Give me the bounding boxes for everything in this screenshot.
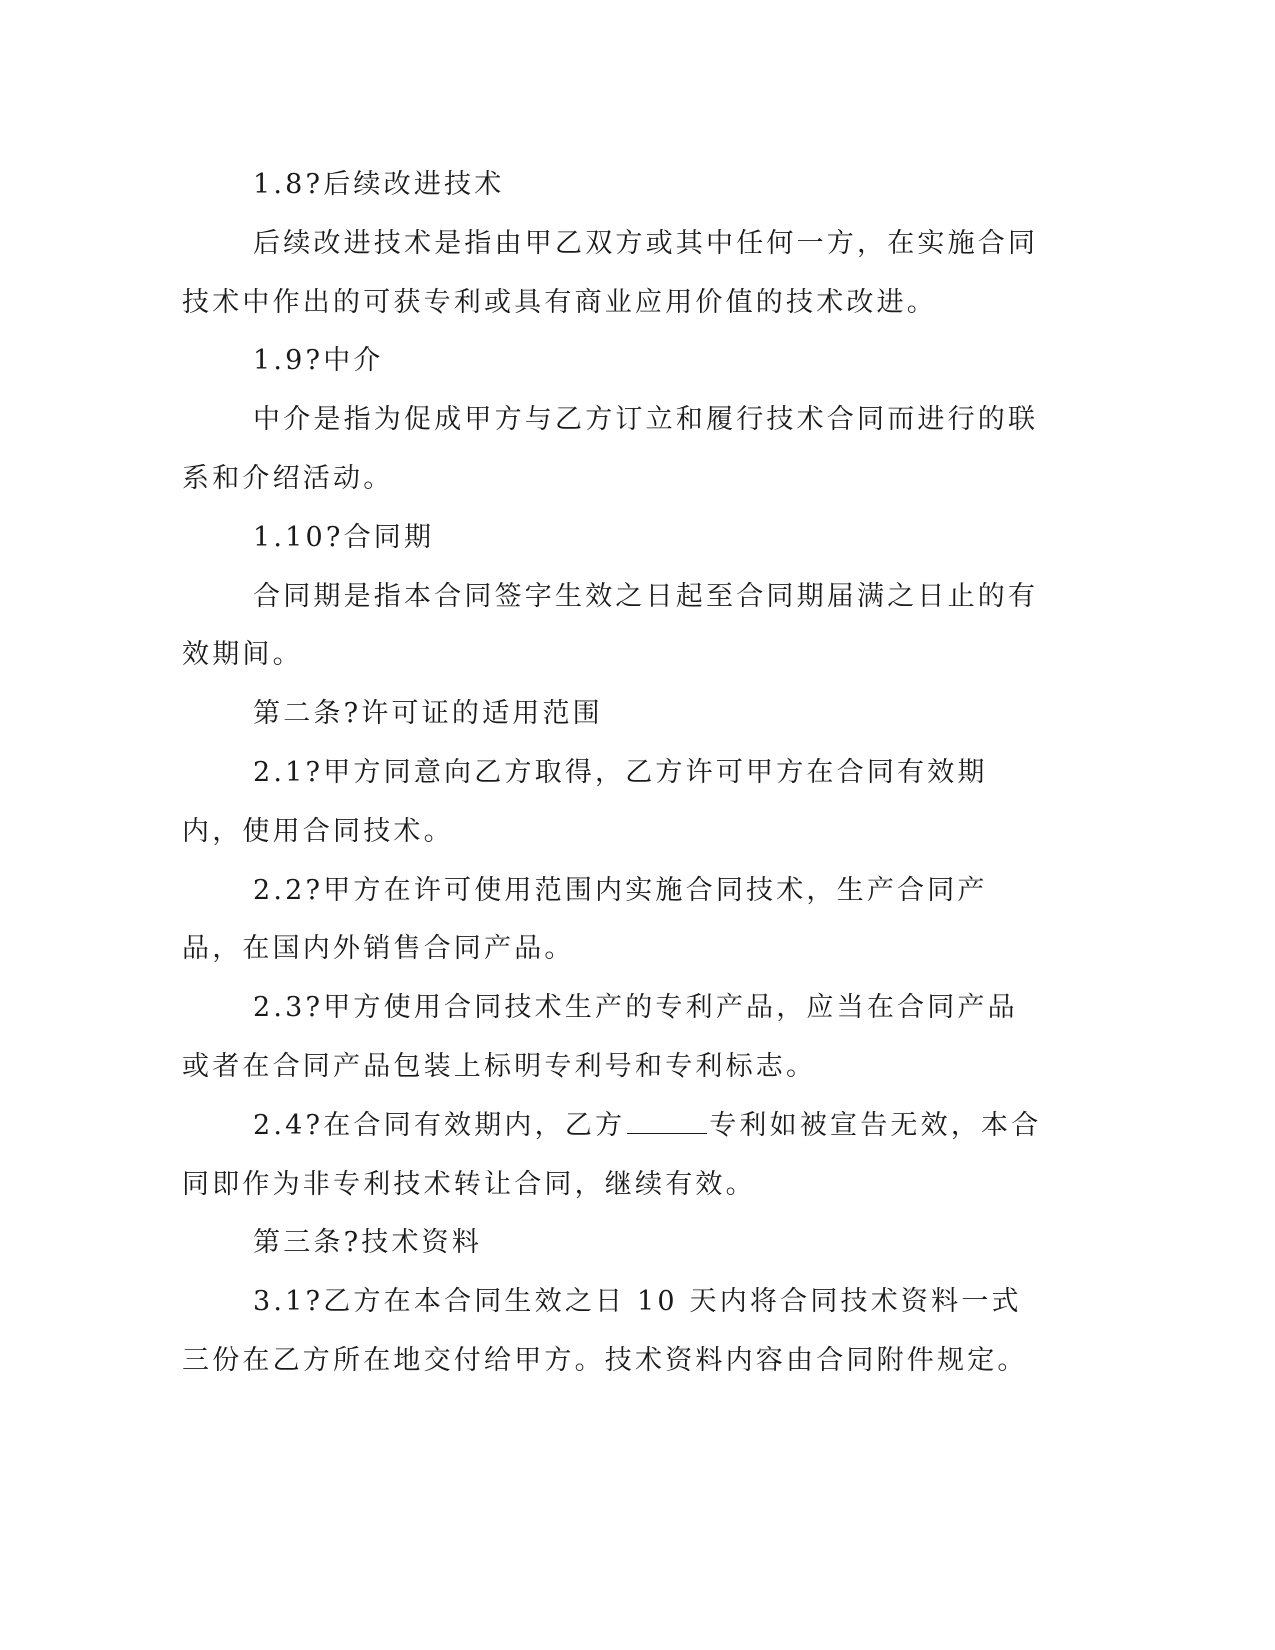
- clause-2-2: 2.2?甲方在许可使用范围内实施合同技术，生产合同产品，在国内外销售合同产品。: [182, 874, 988, 965]
- clause-2-4-after: 专利如被宣告无效，本合同即作为非专利技术转让合同，继续有效。: [182, 1109, 1042, 1200]
- heading-1-10: 1.10?合同期: [253, 521, 435, 553]
- clause-3-1: 3.1?乙方在本合同生效之日 10 天内将合同技术资料一式三份在乙方所在地交付给甲方。技术资料内容由合同附件规定。: [182, 1286, 1028, 1376]
- article-2-heading: 第二条?许可证的适用范围: [253, 698, 603, 730]
- clause-2-4: [182, 1097, 1047, 1215]
- paragraph-1-9: 中介是指为促成甲方与乙方订立和履行技术合同而进行的联系和介绍活动。: [182, 404, 1039, 494]
- paragraph-1-10: 合同期是指本合同签字生效之日起至合同期届满之日止的有效期间。: [182, 580, 1039, 671]
- heading-1-9: 1.9?中介: [253, 345, 384, 377]
- fill-in-blank: [627, 1107, 707, 1134]
- heading-1-8: 1.8?后续改进技术: [253, 169, 505, 200]
- clause-2-1: 2.1?甲方同意向乙方取得，乙方许可甲方在合同有效期内，使用合同技术。: [182, 756, 988, 847]
- clause-2-4-before: 2.4?在合同有效期内，乙方: [253, 1109, 626, 1141]
- clause-2-3: 2.3?甲方使用合同技术生产的专利产品，应当在合同产品或者在合同产品包装上标明专利号和专利标志。: [182, 992, 1018, 1082]
- document-body: [182, 156, 1047, 1391]
- article-3-heading: 第三条?技术资料: [253, 1227, 483, 1259]
- paragraph-1-8: 后续改进技术是指由甲乙双方或其中任何一方，在实施合同技术中作出的可获专利或具有商业应用价值的技术改进。: [182, 227, 1039, 318]
